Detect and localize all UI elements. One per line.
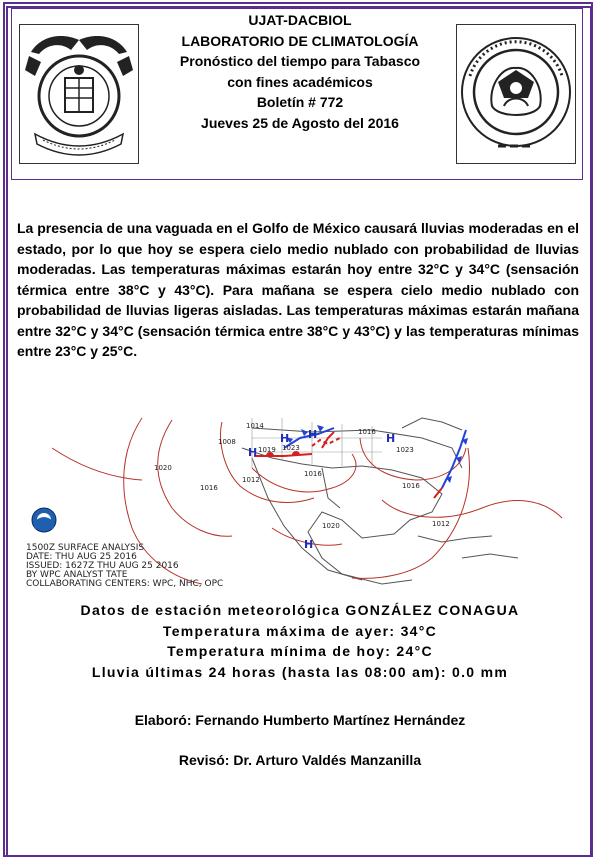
pressure-label: 1016 bbox=[200, 484, 218, 492]
pressure-label: 1016 bbox=[304, 470, 322, 478]
institution-title: UJAT-DACBIOL bbox=[248, 12, 352, 28]
research-seal-logo bbox=[456, 24, 576, 164]
map-caption-line: DATE: THU AUG 25 2016 bbox=[26, 552, 137, 562]
university-seal-logo bbox=[19, 24, 139, 164]
pressure-label: 1019 bbox=[258, 446, 276, 454]
map-caption-line: BY WPC ANALYST TATE bbox=[26, 570, 128, 580]
pressure-label: 1023 bbox=[396, 446, 414, 454]
pressure-label: 1016 bbox=[358, 428, 376, 436]
min-temperature: Temperatura mínima de hoy: 24°C bbox=[167, 643, 433, 659]
laboratory-title: LABORATORIO DE CLIMATOLOGÍA bbox=[181, 32, 419, 49]
bulletin-header bbox=[150, 10, 450, 133]
pressure-label: 1023 bbox=[282, 444, 300, 452]
pressure-label: 1020 bbox=[154, 464, 172, 472]
university-seal-icon bbox=[21, 26, 137, 162]
high-pressure-marker: H bbox=[248, 446, 258, 459]
station-data bbox=[60, 600, 540, 682]
rainfall-24h: Lluvia últimas 24 horas (hasta las 08:00 am): 0.0 mm bbox=[91, 663, 509, 680]
max-temperature: Temperatura máxima de ayer: 34°C bbox=[162, 622, 438, 639]
high-pressure-marker: H bbox=[280, 432, 290, 445]
pressure-label: 1014 bbox=[246, 422, 264, 430]
forecast-paragraph: La presencia de una vaguada en el Golfo de México causará lluvias moderadas en el estado, por lo que hoy se espera cielo medio nublado con probabilidad de lluvias moderadas. Las temperaturas máximas estarán hoy entre 32°C y 34°C (sensación térmica entre 38°C y 43°C). Para mañana se espera cielo medio nublado con probabilidad de lluvias ligeras aisladas. Las temperaturas máximas estarán mañana entre 32°C y 34°C (sensación térmica entre 38°C y 43°C) y las temperaturas mínimas entre 23°C y 25°C. bbox=[17, 220, 579, 359]
pressure-label: 1020 bbox=[322, 522, 340, 530]
pressure-label: 1012 bbox=[432, 520, 450, 528]
map-caption bbox=[26, 544, 223, 589]
pressure-label: 1008 bbox=[218, 438, 236, 446]
bulletin-number: Boletín # 772 bbox=[256, 94, 344, 110]
forecast-title: Pronóstico del tiempo para Tabasco bbox=[179, 53, 421, 69]
high-pressure-marker: H bbox=[308, 428, 318, 441]
research-seal-icon bbox=[458, 26, 574, 162]
station-name: Datos de estación meteorológica GONZÁLEZ CONAGUA bbox=[80, 602, 520, 618]
map-caption-line: 1500Z SURFACE ANALYSIS bbox=[26, 543, 145, 553]
map-caption-line: ISSUED: 1627Z THU AUG 25 2016 bbox=[26, 561, 179, 571]
prepared-by: Elaboró: Fernando Humberto Martínez Hernández bbox=[134, 712, 466, 728]
forecast-subtitle: con fines académicos bbox=[227, 73, 373, 90]
reviewed-by: Revisó: Dr. Arturo Valdés Manzanilla bbox=[178, 752, 422, 768]
bulletin-date: Jueves 25 de Agosto del 2016 bbox=[201, 114, 399, 131]
pressure-label: 1016 bbox=[402, 482, 420, 490]
noaa-logo bbox=[32, 508, 56, 532]
map-caption-line: COLLABORATING CENTERS: WPC, NHC, OPC bbox=[26, 579, 224, 589]
pressure-label: 1012 bbox=[242, 476, 260, 484]
high-pressure-marker: H bbox=[386, 432, 396, 445]
high-pressure-marker: H bbox=[304, 538, 314, 551]
